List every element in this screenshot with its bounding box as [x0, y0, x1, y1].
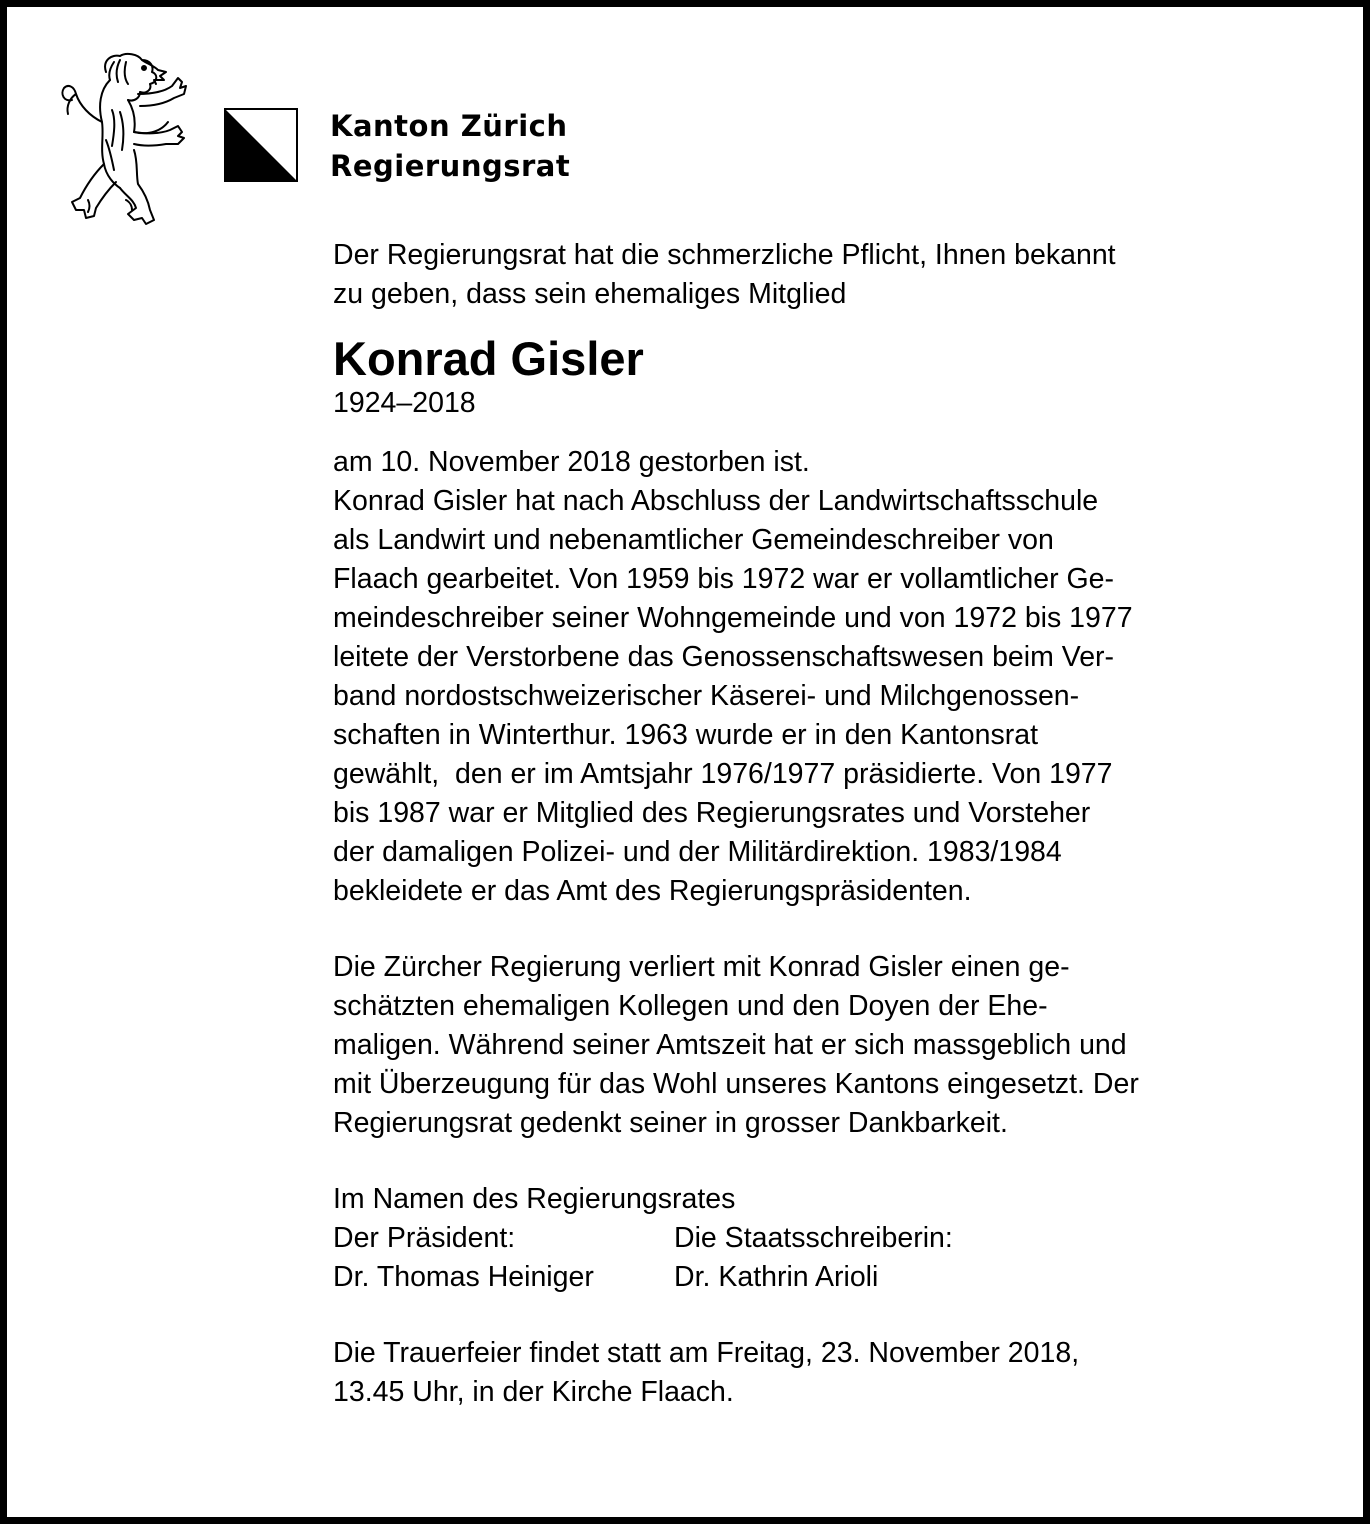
bio-line: leitete der Verstorbene das Genossenschaftswesen beim Ver- [333, 641, 1115, 673]
tribute-line: Regierungsrat gedenkt seiner in grosser Dankbarkeit. [333, 1107, 1008, 1139]
zurich-coat-of-arms [224, 108, 298, 182]
bio-line: band nordostschweizerischer Käserei- und Milchgenossen- [333, 680, 1080, 712]
bio-line: schaften in Winterthur. 1963 wurde er in den Kantonsrat [333, 719, 1038, 751]
bio-line: am 10. November 2018 gestorben ist. [333, 446, 810, 478]
org-line-council: Regierungsrat [330, 149, 571, 183]
president-title: Der Präsident: [333, 1222, 516, 1254]
tribute-line: maligen. Während seiner Amtszeit hat er sich massgeblich und [333, 1029, 1127, 1061]
tribute-line: Die Zürcher Regierung verliert mit Konrad Gisler einen ge- [333, 951, 1070, 983]
biography-paragraph [333, 443, 1293, 911]
bio-line: als Landwirt und nebenamtlicher Gemeindeschreiber von [333, 524, 1054, 556]
bio-line: Konrad Gisler hat nach Abschluss der Landwirtschaftsschule [333, 485, 1099, 517]
signature-block [333, 1180, 1293, 1297]
signature-intro: Im Namen des Regierungsrates [333, 1183, 736, 1215]
funeral-line: Die Trauerfeier findet statt am Freitag, 23. November 2018, [333, 1337, 1080, 1369]
secretary-title: Die Staatsschreiberin: [674, 1222, 953, 1254]
president-name: Dr. Thomas Heiniger [333, 1261, 594, 1293]
bio-line: gewählt, den er im Amtsjahr 1976/1977 präsidierte. Von 1977 [333, 758, 1113, 790]
tribute-line: schätzten ehemaligen Kollegen und den Doyen der Ehe- [333, 990, 1048, 1022]
obituary-text [333, 236, 1293, 1412]
deceased-name: Konrad Gisler [333, 332, 644, 385]
deceased-years: 1924–2018 [333, 387, 476, 419]
bio-line: bis 1987 war er Mitglied des Regierungsrates und Vorsteher [333, 797, 1091, 829]
bio-line: der damaligen Polizei- und der Militärdirektion. 1983/1984 [333, 836, 1062, 868]
zurich-lion-logo [54, 50, 204, 240]
bio-line: bekleidete er das Amt des Regierungspräsidenten. [333, 875, 972, 907]
secretary-name: Dr. Kathrin Arioli [674, 1261, 879, 1293]
intro-line: Der Regierungsrat hat die schmerzliche Pflicht, Ihnen bekannt [333, 239, 1116, 271]
funeral-line: 13.45 Uhr, in der Kirche Flaach. [333, 1376, 734, 1408]
bio-line: meindeschreiber seiner Wohngemeinde und von 1972 bis 1977 [333, 602, 1133, 634]
intro-line: zu geben, dass sein ehemaliges Mitglied [333, 278, 847, 310]
tribute-paragraph [333, 948, 1293, 1143]
org-line-canton: Kanton Zürich [330, 109, 568, 143]
funeral-notice [333, 1334, 1293, 1412]
bio-line: Flaach gearbeitet. Von 1959 bis 1972 war er vollamtlicher Ge- [333, 563, 1115, 595]
organization-name [330, 106, 570, 186]
tribute-line: mit Überzeugung für das Wohl unseres Kantons eingesetzt. Der [333, 1068, 1139, 1100]
